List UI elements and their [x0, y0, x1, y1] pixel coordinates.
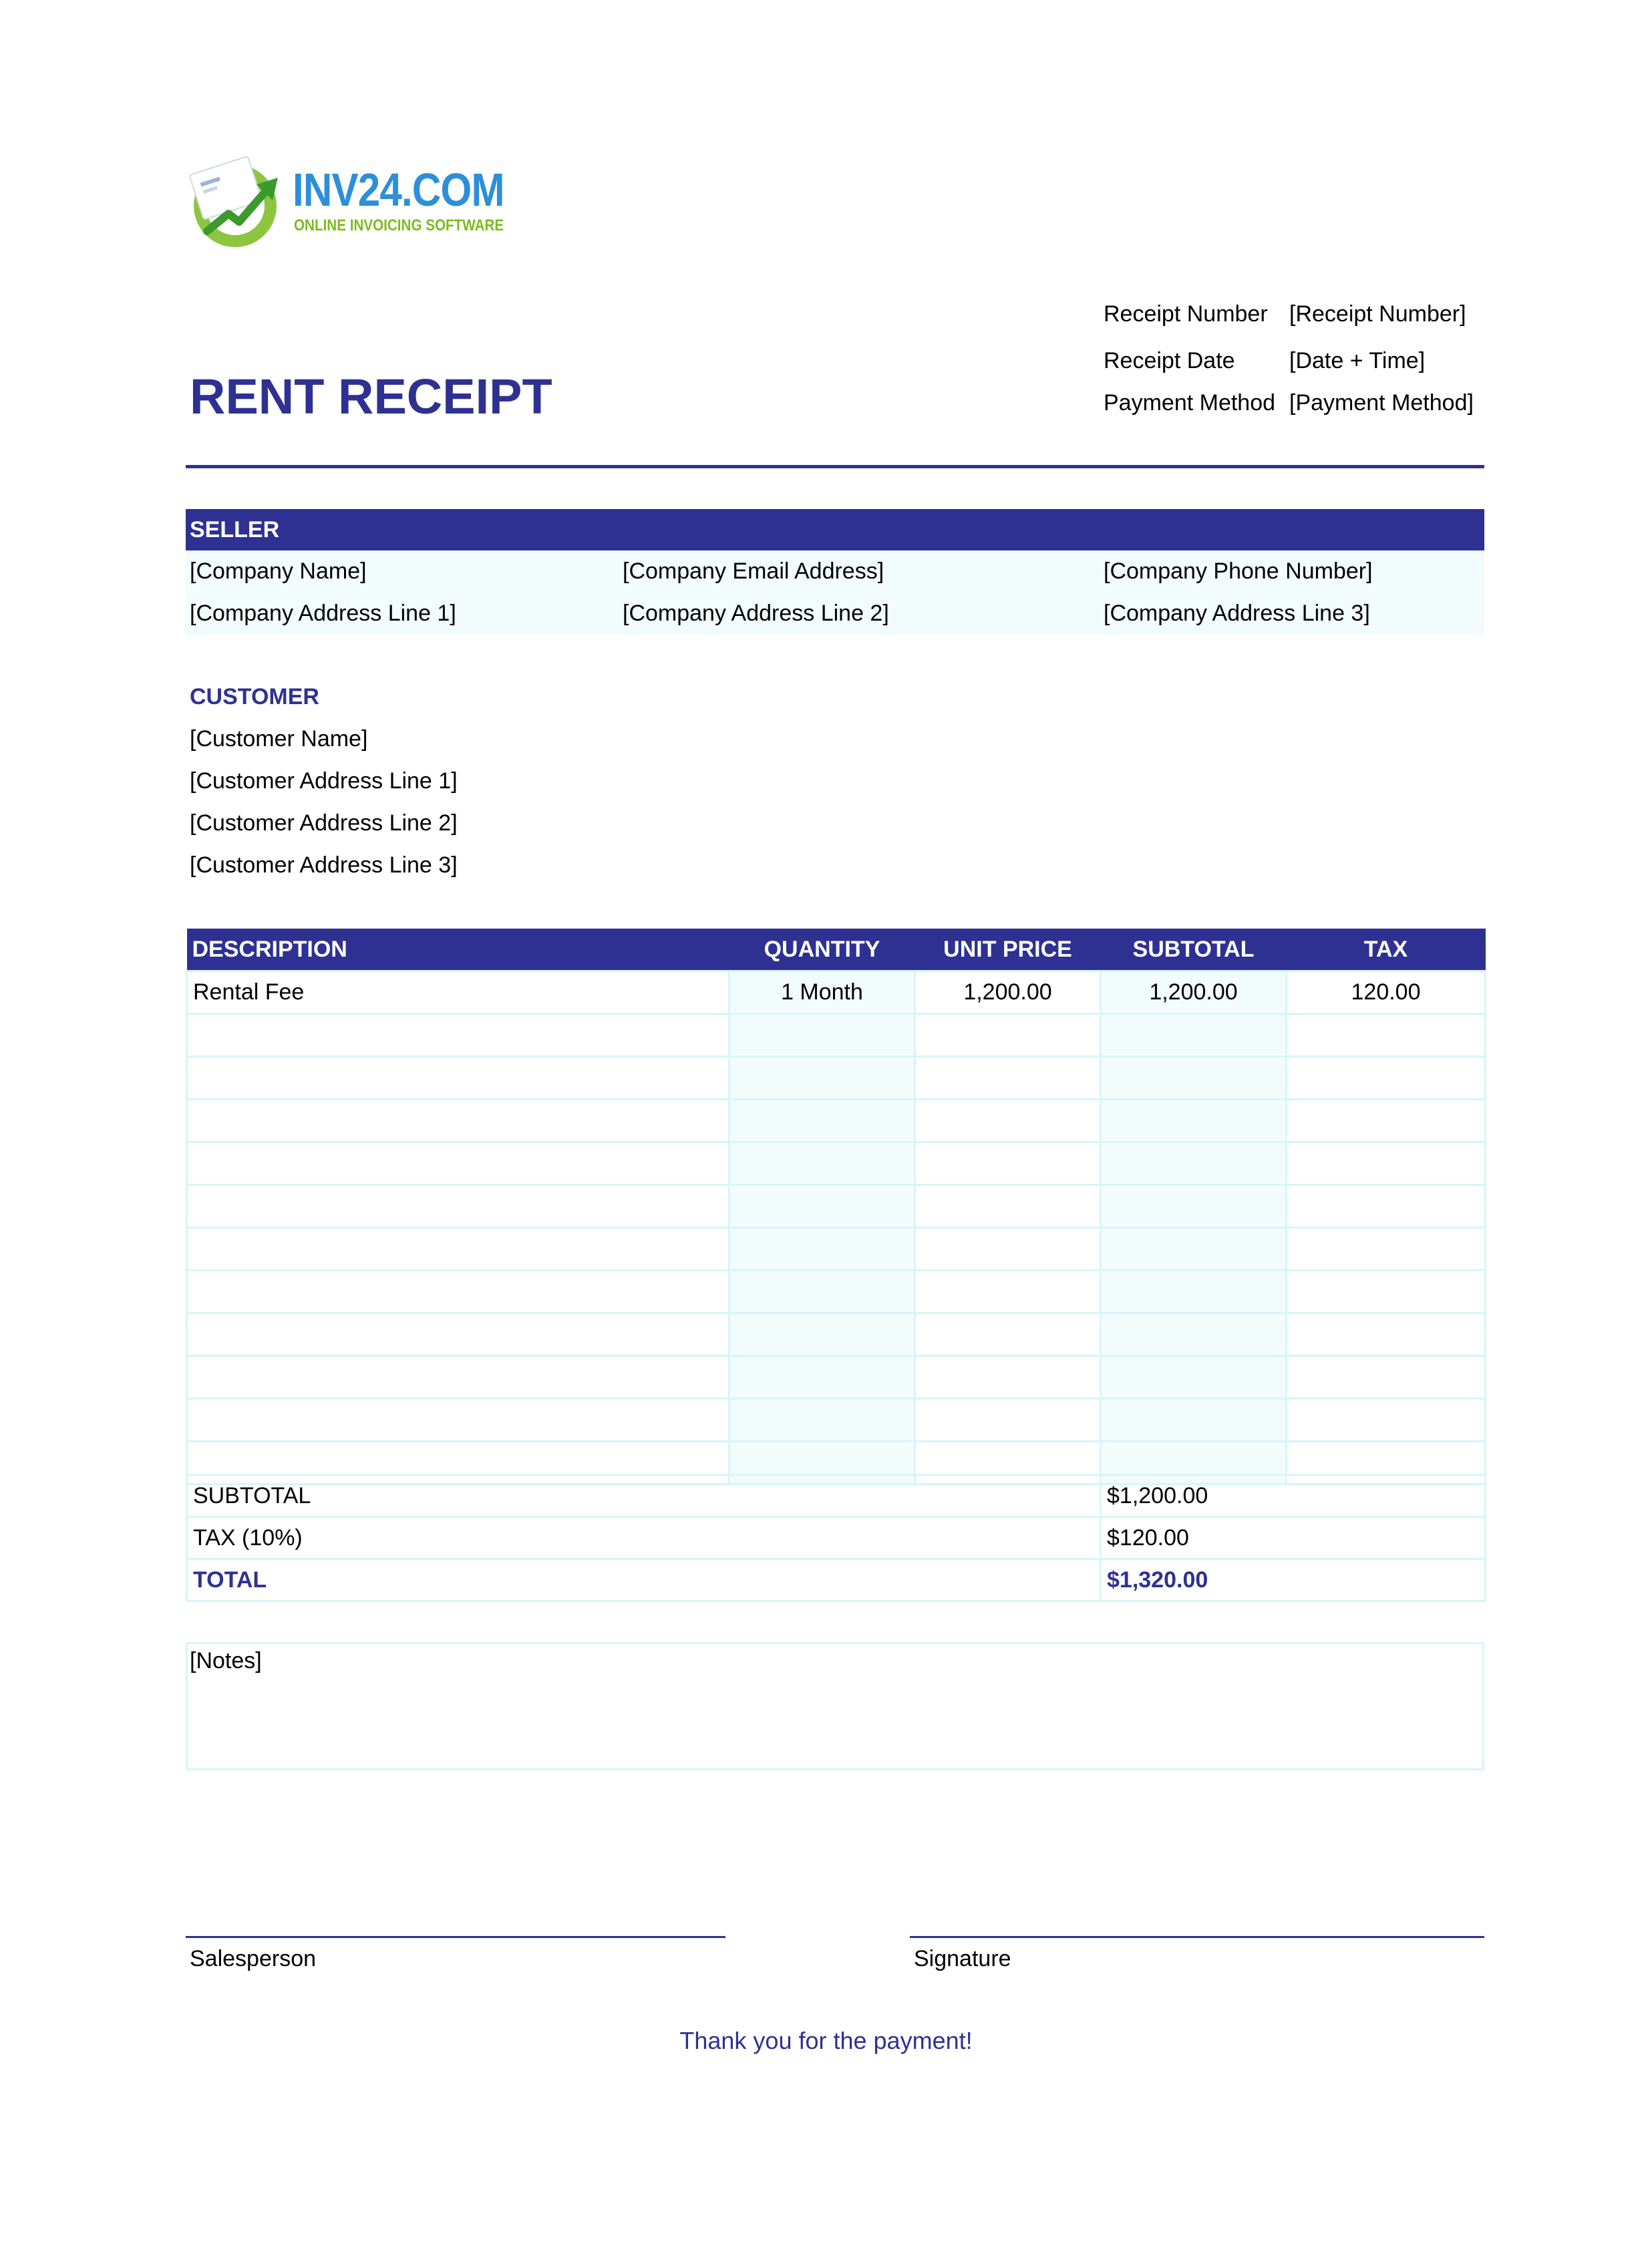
customer-address-line-3: [Customer Address Line 3]: [190, 852, 458, 878]
cell-quantity: 1 Month: [729, 971, 915, 1014]
cell-quantity: [729, 1185, 915, 1228]
cell-tax: [1287, 1271, 1486, 1313]
cell-unit-price: [915, 1057, 1101, 1100]
customer-address-line-1: [Customer Address Line 1]: [190, 768, 458, 794]
cell-tax: [1287, 1313, 1486, 1356]
cell-unit-price: [915, 1271, 1101, 1313]
receipt-number-value: [Receipt Number]: [1289, 301, 1466, 327]
notes-text: [Notes]: [190, 1648, 262, 1673]
totals-row-subtotal: [187, 1475, 1486, 1517]
table-row: [187, 1271, 1486, 1313]
cell-tax: [1287, 1057, 1486, 1100]
cell-unit-price: [915, 1014, 1101, 1057]
seller-header-bar: [186, 509, 1484, 550]
cell-quantity: [729, 1313, 915, 1356]
receipt-number-label: Receipt Number: [1104, 301, 1268, 327]
tax-label: TAX (10%): [187, 1517, 1101, 1559]
logo-brand: INV24.COM: [293, 164, 504, 216]
cell-description: Rental Fee: [187, 971, 729, 1014]
cell-tax: 120.00: [1287, 971, 1486, 1014]
page-title: RENT RECEIPT: [190, 369, 552, 424]
cell-quantity: [729, 1271, 915, 1313]
cell-description: [187, 1014, 729, 1057]
cell-subtotal: [1101, 1185, 1287, 1228]
customer-heading: CUSTOMER: [190, 684, 319, 709]
cell-description: [187, 1356, 729, 1399]
subtotal-value: $1,200.00: [1101, 1475, 1486, 1517]
column-header-unit-price: UNIT PRICE: [915, 929, 1101, 971]
cell-unit-price: [915, 1100, 1101, 1142]
cell-tax: [1287, 1014, 1486, 1057]
total-label: TOTAL: [187, 1559, 1101, 1601]
table-row: [187, 1014, 1486, 1057]
table-row: [187, 1399, 1486, 1442]
cell-description: [187, 1271, 729, 1313]
customer-name: [Customer Name]: [190, 726, 368, 752]
salesperson-signature-line: [186, 1936, 725, 1938]
receipt-date-value: [Date + Time]: [1289, 348, 1426, 373]
cell-unit-price: [915, 1313, 1101, 1356]
company-email: [Company Email Address]: [623, 558, 884, 584]
cell-quantity: [729, 1142, 915, 1185]
totals-row-tax: [187, 1517, 1486, 1559]
cell-unit-price: [915, 1142, 1101, 1185]
cell-subtotal: [1101, 1057, 1287, 1100]
cell-tax: [1287, 1228, 1486, 1271]
cell-description: [187, 1185, 729, 1228]
company-address-line-1: [Company Address Line 1]: [190, 601, 456, 626]
payment-method-value: [Payment Method]: [1289, 390, 1474, 416]
cell-subtotal: [1101, 1356, 1287, 1399]
subtotal-label: SUBTOTAL: [187, 1475, 1101, 1517]
cell-unit-price: 1,200.00: [915, 971, 1101, 1014]
cell-subtotal: [1101, 1271, 1287, 1313]
cell-quantity: [729, 1057, 915, 1100]
salesperson-label: Salesperson: [190, 1946, 317, 1971]
column-header-subtotal: SUBTOTAL: [1101, 929, 1287, 971]
table-row: [187, 1356, 1486, 1399]
logo-tagline: ONLINE INVOICING SOFTWARE: [294, 216, 504, 234]
cell-description: [187, 1399, 729, 1442]
table-row: [187, 971, 1486, 1014]
table-row: [187, 1313, 1486, 1356]
cell-description: [187, 1313, 729, 1356]
cell-quantity: [729, 1100, 915, 1142]
column-header-description: DESCRIPTION: [187, 929, 729, 971]
cell-tax: [1287, 1100, 1486, 1142]
items-table: [186, 929, 1486, 1485]
cell-tax: [1287, 1142, 1486, 1185]
cell-subtotal: [1101, 1399, 1287, 1442]
totals-row-total: [187, 1559, 1486, 1601]
cell-subtotal: [1101, 1142, 1287, 1185]
cell-unit-price: [915, 1356, 1101, 1399]
cell-subtotal: 1,200.00: [1101, 971, 1287, 1014]
column-header-tax: TAX: [1287, 929, 1486, 971]
invoice-growth-arrow-icon: [187, 152, 294, 253]
cell-description: [187, 1228, 729, 1271]
table-row: [187, 1228, 1486, 1271]
cell-tax: [1287, 1185, 1486, 1228]
cell-quantity: [729, 1356, 915, 1399]
signature-line: [910, 1936, 1484, 1938]
cell-subtotal: [1101, 1228, 1287, 1271]
cell-subtotal: [1101, 1014, 1287, 1057]
company-name: [Company Name]: [190, 558, 367, 584]
company-address-line-3: [Company Address Line 3]: [1104, 601, 1370, 626]
cell-tax: [1287, 1399, 1486, 1442]
company-address-line-2: [Company Address Line 2]: [623, 601, 889, 626]
cell-subtotal: [1101, 1313, 1287, 1356]
company-phone: [Company Phone Number]: [1104, 558, 1373, 584]
receipt-date-label: Receipt Date: [1104, 348, 1235, 373]
cell-unit-price: [915, 1185, 1101, 1228]
title-divider: [186, 465, 1484, 468]
cell-description: [187, 1142, 729, 1185]
table-row: [187, 1142, 1486, 1185]
column-header-quantity: QUANTITY: [729, 929, 915, 971]
table-row: [187, 1057, 1486, 1100]
cell-unit-price: [915, 1399, 1101, 1442]
cell-unit-price: [915, 1228, 1101, 1271]
cell-tax: [1287, 1356, 1486, 1399]
cell-quantity: [729, 1014, 915, 1057]
customer-address-line-2: [Customer Address Line 2]: [190, 810, 458, 836]
cell-quantity: [729, 1399, 915, 1442]
payment-method-label: Payment Method: [1104, 390, 1276, 416]
table-row: [187, 1100, 1486, 1142]
cell-subtotal: [1101, 1100, 1287, 1142]
totals-table: [186, 1474, 1486, 1602]
signature-label: Signature: [914, 1946, 1011, 1971]
seller-heading: SELLER: [190, 517, 280, 542]
cell-description: [187, 1057, 729, 1100]
thank-you-message: Thank you for the payment!: [679, 2027, 973, 2054]
items-header-row: [187, 929, 1486, 971]
cell-quantity: [729, 1228, 915, 1271]
tax-value: $120.00: [1101, 1517, 1486, 1559]
notes-box: [186, 1642, 1484, 1770]
table-row: [187, 1185, 1486, 1228]
total-value: $1,320.00: [1101, 1559, 1486, 1601]
cell-description: [187, 1100, 729, 1142]
